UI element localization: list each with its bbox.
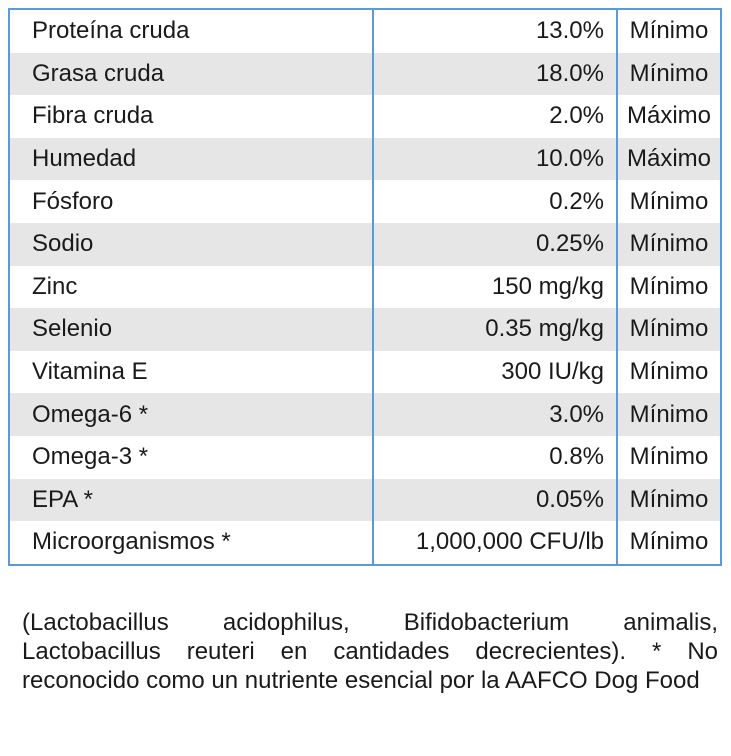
nutrient-limit: Máximo xyxy=(626,102,711,130)
nutrient-value: 0.2% xyxy=(373,180,617,223)
nutrient-limit: Mínimo xyxy=(629,358,709,386)
nutrient-value: 1,000,000 CFU/lb xyxy=(373,521,617,565)
nutrient-name: Omega-6 * xyxy=(9,393,373,436)
nutrient-name: Fósforo xyxy=(9,180,373,223)
guaranteed-analysis-table xyxy=(8,8,722,566)
nutrient-name: Vitamina E xyxy=(9,351,373,394)
nutrient-limit: Mínimo xyxy=(629,187,709,215)
table-row xyxy=(9,180,721,223)
nutrient-value: 13.0% xyxy=(373,9,617,53)
nutrient-limit: Mínimo xyxy=(617,479,721,522)
nutrient-limit: Máximo xyxy=(617,138,721,181)
nutrient-name: Grasa cruda xyxy=(9,53,373,96)
nutrient-limit: Mínimo xyxy=(629,443,709,471)
nutrient-limit: Mínimo xyxy=(629,272,709,300)
nutrient-limit: Mínimo xyxy=(617,53,721,96)
table-row xyxy=(9,95,721,138)
nutrient-limit: Mínimo xyxy=(629,17,709,45)
nutrient-value: 3.0% xyxy=(373,393,617,436)
nutrient-value: 18.0% xyxy=(373,53,617,96)
table-row xyxy=(9,138,721,181)
nutrient-name: Sodio xyxy=(9,223,373,266)
table-row xyxy=(9,393,721,436)
nutrient-name: Microorganismos * xyxy=(9,521,373,565)
table-row xyxy=(9,351,721,394)
footnote-text: (Lactobacillus acidophilus, Bifidobacterium animalis, Lactobacillus reuteri en cantidades decrecientes). * No reconocido como un nutriente esencial por la AAFCO Dog Food xyxy=(22,609,718,694)
table-row xyxy=(9,308,721,351)
nutrient-name: Proteína cruda xyxy=(9,9,373,53)
nutrient-limit: Mínimo xyxy=(629,528,709,556)
table-row xyxy=(9,53,721,96)
nutrient-value: 150 mg/kg xyxy=(373,266,617,309)
nutrient-name: Omega-3 * xyxy=(9,436,373,479)
nutrient-name: Zinc xyxy=(9,266,373,309)
nutrient-name: EPA * xyxy=(9,479,373,522)
nutrient-value: 0.8% xyxy=(373,436,617,479)
table-row xyxy=(9,223,721,266)
table-row xyxy=(9,521,721,565)
nutrient-value: 0.05% xyxy=(373,479,617,522)
table-row xyxy=(9,266,721,309)
nutrient-name: Selenio xyxy=(9,308,373,351)
nutrient-value: 0.35 mg/kg xyxy=(373,308,617,351)
nutrient-value: 2.0% xyxy=(373,95,617,138)
nutrient-value: 0.25% xyxy=(373,223,617,266)
table-row xyxy=(9,436,721,479)
nutrient-value: 300 IU/kg xyxy=(373,351,617,394)
nutrient-value: 10.0% xyxy=(373,138,617,181)
nutrient-limit: Mínimo xyxy=(617,308,721,351)
table-body xyxy=(9,9,721,565)
table-row xyxy=(9,9,721,53)
nutrient-name: Humedad xyxy=(9,138,373,181)
table-row xyxy=(9,479,721,522)
nutrient-limit: Mínimo xyxy=(617,393,721,436)
nutrient-name: Fibra cruda xyxy=(9,95,373,138)
nutrient-limit: Mínimo xyxy=(617,223,721,266)
